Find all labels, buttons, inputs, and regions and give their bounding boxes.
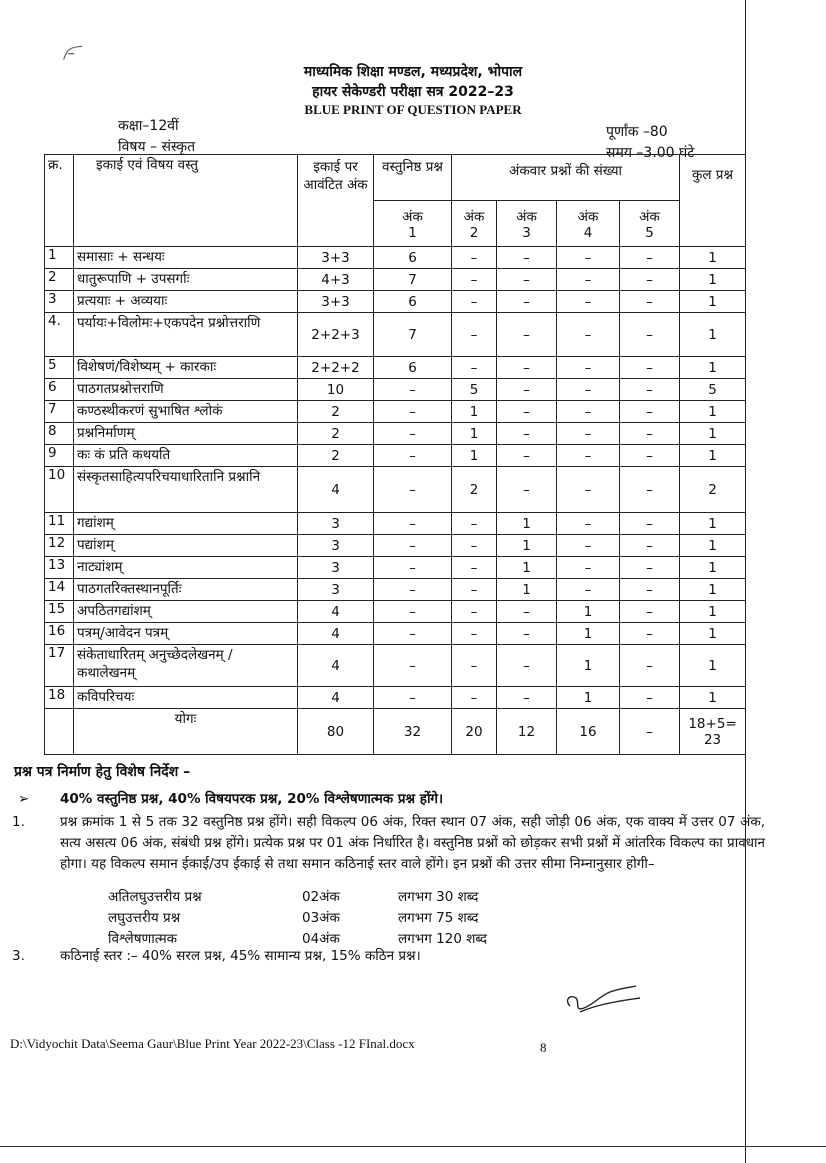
signature xyxy=(560,982,650,1026)
row-m5: – xyxy=(620,357,680,379)
row-m2: – xyxy=(452,623,497,645)
row-m3: – xyxy=(497,357,557,379)
row-m5: – xyxy=(620,379,680,401)
row-m5: – xyxy=(620,467,680,513)
header-row-1 xyxy=(45,155,746,201)
header-sno: क्र. xyxy=(45,155,74,247)
row-unit: पत्रम्/आवेदन पत्रम् xyxy=(74,623,298,645)
row-sno: 10 xyxy=(45,467,74,513)
row-alloted: 3+3 xyxy=(298,247,374,269)
row-m1: 6 xyxy=(374,247,452,269)
row-total: 1 xyxy=(680,687,746,709)
table-row xyxy=(45,269,746,291)
row-total: 1 xyxy=(680,313,746,357)
header-mark-4 xyxy=(557,201,620,247)
limit-marks: 02अंक xyxy=(302,889,340,905)
row-m4: – xyxy=(557,513,620,535)
doc-title: BLUE PRINT OF QUESTION PAPER xyxy=(304,102,522,117)
table-row xyxy=(45,601,746,623)
header-alloted: इकाई पर आवंटित अंक xyxy=(298,155,374,247)
table-row xyxy=(45,623,746,645)
table-row xyxy=(45,357,746,379)
bullet-arrow-icon: ➢ xyxy=(18,791,30,807)
row-m5: – xyxy=(620,535,680,557)
row-total: 1 xyxy=(680,445,746,467)
row-alloted: 2 xyxy=(298,423,374,445)
row-m1: – xyxy=(374,601,452,623)
table-row xyxy=(45,313,746,357)
row-unit: कण्ठस्थीकरणं सुभाषित श्लोकं xyxy=(74,401,298,423)
row-m4: – xyxy=(557,357,620,379)
row-alloted: 3 xyxy=(298,513,374,535)
total-total: 18+5= 23 xyxy=(680,709,746,755)
row-m5: – xyxy=(620,313,680,357)
row-total: 1 xyxy=(680,557,746,579)
header-objective: वस्तुनिष्ठ प्रश्न xyxy=(374,155,452,201)
row-m3: – xyxy=(497,467,557,513)
row-sno: 6 xyxy=(45,379,74,401)
limit-words: लगभग 30 शब्द xyxy=(398,889,479,905)
instructions-title: प्रश्न पत्र निर्माण हेतु विशेष निर्देश – xyxy=(14,764,191,780)
row-m1: – xyxy=(374,535,452,557)
row-m3: – xyxy=(497,423,557,445)
row-total: 1 xyxy=(680,645,746,687)
row-m5: – xyxy=(620,401,680,423)
row-m4: – xyxy=(557,535,620,557)
row-m3: – xyxy=(497,623,557,645)
row-alloted: 2 xyxy=(298,445,374,467)
total-m1: 32 xyxy=(374,709,452,755)
row-alloted: 4 xyxy=(298,467,374,513)
row-alloted: 2+2+3 xyxy=(298,313,374,357)
row-unit: नाट्यांशम् xyxy=(74,557,298,579)
row-total: 1 xyxy=(680,357,746,379)
row-m3: – xyxy=(497,269,557,291)
row-sno: 4. xyxy=(45,313,74,357)
row-m4: – xyxy=(557,557,620,579)
row-sno: 18 xyxy=(45,687,74,709)
header-total: कुल प्रश्न xyxy=(680,155,746,247)
row-m3: – xyxy=(497,687,557,709)
row-m1: – xyxy=(374,513,452,535)
row-m1: 7 xyxy=(374,269,452,291)
row-m5: – xyxy=(620,557,680,579)
ank-label: अंक xyxy=(577,208,599,225)
row-m1: – xyxy=(374,687,452,709)
total-alloted: 80 xyxy=(298,709,374,755)
row-total: 1 xyxy=(680,601,746,623)
row-total: 1 xyxy=(680,513,746,535)
row-sno: 1 xyxy=(45,247,74,269)
row-alloted: 4 xyxy=(298,687,374,709)
row-alloted: 3 xyxy=(298,557,374,579)
table-row xyxy=(45,401,746,423)
row-m3: – xyxy=(497,401,557,423)
row-alloted: 4 xyxy=(298,623,374,645)
table-row xyxy=(45,379,746,401)
row-unit: पद्यांशम् xyxy=(74,535,298,557)
ank-label: अंक xyxy=(639,208,660,225)
row-m2: – xyxy=(452,687,497,709)
row-total: 1 xyxy=(680,535,746,557)
row-m1: – xyxy=(374,379,452,401)
row-m3: – xyxy=(497,291,557,313)
table-row xyxy=(45,423,746,445)
max-marks-label: पूर्णांक –80 xyxy=(606,124,668,140)
row-sno: 11 xyxy=(45,513,74,535)
limit-type: विश्लेषणात्मक xyxy=(108,931,178,947)
mark-4-label: 4 xyxy=(583,224,593,241)
limit-marks: 04अंक xyxy=(302,931,340,947)
row-m3: – xyxy=(497,601,557,623)
limit-words: लगभग 75 शब्द xyxy=(398,910,479,926)
item-1-number: 1. xyxy=(12,814,25,830)
row-unit: प्रश्ननिर्माणम् xyxy=(74,423,298,445)
mark-1-label: 1 xyxy=(408,224,417,241)
row-m2: – xyxy=(452,247,497,269)
row-m4: 1 xyxy=(557,645,620,687)
row-unit: कविपरिचयः xyxy=(74,687,298,709)
limit-marks: 03अंक xyxy=(302,910,340,926)
row-m1: – xyxy=(374,401,452,423)
row-sno: 17 xyxy=(45,645,74,687)
row-m2: – xyxy=(452,601,497,623)
item-3-text: कठिनाई स्तर :– 40% सरल प्रश्न, 45% सामान्य प्रश्न, 15% कठिन प्रश्न। xyxy=(60,948,421,964)
row-sno: 15 xyxy=(45,601,74,623)
row-sno: 16 xyxy=(45,623,74,645)
time-label: समय –3.00 घंटे xyxy=(606,145,695,161)
row-m2: 1 xyxy=(452,445,497,467)
total-row-sno xyxy=(45,709,74,755)
row-m5: – xyxy=(620,247,680,269)
row-alloted: 3 xyxy=(298,579,374,601)
header-mark-1 xyxy=(374,201,452,247)
row-alloted: 2 xyxy=(298,401,374,423)
row-unit: पाठगतप्रश्नोत्तराणि xyxy=(74,379,298,401)
row-alloted: 4+3 xyxy=(298,269,374,291)
row-m4: 1 xyxy=(557,687,620,709)
row-total: 1 xyxy=(680,247,746,269)
row-total: 1 xyxy=(680,623,746,645)
row-m1: 6 xyxy=(374,291,452,313)
ank-label: अंक xyxy=(516,208,537,225)
row-m5: – xyxy=(620,445,680,467)
row-m4: – xyxy=(557,401,620,423)
row-m5: – xyxy=(620,269,680,291)
row-m2: 5 xyxy=(452,379,497,401)
row-m4: – xyxy=(557,313,620,357)
bullet-text: 40% वस्तुनिष्ठ प्रश्न, 40% विषयपरक प्रश्न, 20% विश्लेषणात्मक प्रश्न होंगे। xyxy=(60,791,444,807)
row-m2: – xyxy=(452,269,497,291)
exam-session: हायर सेकेण्डरी परीक्षा सत्र 2022–23 xyxy=(312,84,514,100)
row-alloted: 4 xyxy=(298,601,374,623)
table-row xyxy=(45,513,746,535)
total-m4: 16 xyxy=(557,709,620,755)
header-unit: इकाई एवं विषय वस्तु xyxy=(74,155,298,247)
row-m4: – xyxy=(557,579,620,601)
row-m3: 1 xyxy=(497,557,557,579)
header-markwise: अंकवार प्रश्नों की संख्या xyxy=(452,155,680,201)
table-row xyxy=(45,579,746,601)
row-m5: – xyxy=(620,579,680,601)
limit-type: लघुउत्तरीय प्रश्न xyxy=(108,910,181,926)
row-unit: संस्कृतसाहित्यपरिचयाधारितानि प्रश्नानि xyxy=(74,467,298,513)
row-m3: – xyxy=(497,247,557,269)
row-m1: – xyxy=(374,423,452,445)
row-alloted: 3+3 xyxy=(298,291,374,313)
table-row xyxy=(45,687,746,709)
total-m2: 20 xyxy=(452,709,497,755)
row-m1: – xyxy=(374,445,452,467)
total-m5: – xyxy=(620,709,680,755)
row-m5: – xyxy=(620,601,680,623)
row-m2: – xyxy=(452,357,497,379)
table-row xyxy=(45,535,746,557)
row-unit: विशेषणं/विशेष्यम् + कारकाः xyxy=(74,357,298,379)
row-m1: – xyxy=(374,557,452,579)
mark-3-label: 3 xyxy=(522,224,531,241)
row-m1: – xyxy=(374,623,452,645)
row-total: 1 xyxy=(680,269,746,291)
row-unit: पर्यायः+विलोमः+एकपदेन प्रश्नोत्तराणि xyxy=(74,313,298,357)
row-alloted: 4 xyxy=(298,645,374,687)
row-sno: 8 xyxy=(45,423,74,445)
row-m3: 1 xyxy=(497,513,557,535)
row-m2: – xyxy=(452,645,497,687)
row-unit: गद्यांशम् xyxy=(74,513,298,535)
row-m2: – xyxy=(452,535,497,557)
table-row xyxy=(45,291,746,313)
file-path: D:\Vidyochit Data\Seema Gaur\Blue Print Year 2022-23\Class -12 FInal.docx xyxy=(10,1036,415,1051)
row-m2: – xyxy=(452,291,497,313)
row-sno: 14 xyxy=(45,579,74,601)
item-1-text: प्रश्न क्रमांक 1 से 5 तक 32 वस्तुनिष्ठ प्रश्न होंगे। सही विकल्प 06 अंक, रिक्त स्थान 07 अंक, सही जोड़ी 06 अंक, एक वाक्य में उत्तर 07 अंक, सत्य असत्य 06 अंक, संबंधी प्रश्न होंगे। प्रत्येक प्रश्न पर 01 अंक निर्धारित है। वस्तुनिष्ठ प्रश्नों को छोड़कर सभी प्रश्नों में आंतरिक विकल्प का प्रावधान होगा। यह विकल्प समान ईकाई/उप ईकाई से तथा समान कठिनाई स्तर वाले होंगे। इन प्रश्नों की उत्तर सीमा निम्नानुसार होगी– xyxy=(60,814,765,872)
row-m2: – xyxy=(452,513,497,535)
page-bottom-border xyxy=(0,1146,826,1147)
row-m2: – xyxy=(452,557,497,579)
row-m3: – xyxy=(497,379,557,401)
limit-type: अतिलघुउत्तरीय प्रश्न xyxy=(108,889,202,905)
row-unit: अपठितगद्यांशम् xyxy=(74,601,298,623)
row-m5: – xyxy=(620,291,680,313)
row-sno: 2 xyxy=(45,269,74,291)
row-m5: – xyxy=(620,623,680,645)
row-m4: – xyxy=(557,291,620,313)
table-row xyxy=(45,445,746,467)
row-m4: – xyxy=(557,423,620,445)
row-m3: – xyxy=(497,313,557,357)
row-m1: – xyxy=(374,467,452,513)
row-m4: – xyxy=(557,379,620,401)
row-m2: 1 xyxy=(452,401,497,423)
table-row xyxy=(45,247,746,269)
row-sno: 3 xyxy=(45,291,74,313)
row-m4: – xyxy=(557,269,620,291)
table-row xyxy=(45,467,746,513)
row-total: 1 xyxy=(680,423,746,445)
ank-label: अंक xyxy=(402,208,423,225)
row-m4: 1 xyxy=(557,601,620,623)
total-m3: 12 xyxy=(497,709,557,755)
row-total: 1 xyxy=(680,401,746,423)
row-m1: – xyxy=(374,579,452,601)
row-m4: – xyxy=(557,445,620,467)
row-sno: 7 xyxy=(45,401,74,423)
row-m2: 2 xyxy=(452,467,497,513)
board-name: माध्यमिक शिक्षा मण्डल, मध्यप्रदेश, भोपाल xyxy=(303,64,523,80)
row-m4: 1 xyxy=(557,623,620,645)
row-unit: संकेताधारितम् अनुच्छेदलेखनम् / कथालेखनम् xyxy=(74,645,298,687)
row-sno: 9 xyxy=(45,445,74,467)
table-row xyxy=(45,557,746,579)
table-row xyxy=(45,645,746,687)
header-mark-2 xyxy=(452,201,497,247)
total-label: योगः xyxy=(74,709,298,755)
row-m5: – xyxy=(620,423,680,445)
row-m3: 1 xyxy=(497,579,557,601)
row-m5: – xyxy=(620,687,680,709)
row-m4: – xyxy=(557,247,620,269)
blueprint-table xyxy=(44,154,746,755)
row-unit: समासाः + सन्धयः xyxy=(74,247,298,269)
row-m2: – xyxy=(452,579,497,601)
row-m5: – xyxy=(620,645,680,687)
limit-words: लगभग 120 शब्द xyxy=(398,931,488,947)
ank-label: अंक xyxy=(463,208,485,225)
row-unit: पाठगतरिक्तस्थानपूर्तिः xyxy=(74,579,298,601)
row-m4: – xyxy=(557,467,620,513)
row-m3: – xyxy=(497,445,557,467)
row-m2: – xyxy=(452,313,497,357)
row-total: 1 xyxy=(680,291,746,313)
row-total: 2 xyxy=(680,467,746,513)
row-m3: – xyxy=(497,645,557,687)
row-alloted: 3 xyxy=(298,535,374,557)
row-sno: 12 xyxy=(45,535,74,557)
row-unit: धातुरूपाणि + उपसर्गाः xyxy=(74,269,298,291)
header-mark-3 xyxy=(497,201,557,247)
item-3-number: 3. xyxy=(12,948,25,964)
page-number: 8 xyxy=(540,1040,547,1055)
row-m5: – xyxy=(620,513,680,535)
row-total: 1 xyxy=(680,579,746,601)
row-m1: – xyxy=(374,645,452,687)
row-m2: 1 xyxy=(452,423,497,445)
mark-5-label: 5 xyxy=(645,224,654,241)
row-alloted: 10 xyxy=(298,379,374,401)
subject-label: विषय – संस्कृत xyxy=(118,139,196,155)
mark-2-label: 2 xyxy=(469,224,479,241)
total-row xyxy=(45,709,746,755)
row-alloted: 2+2+2 xyxy=(298,357,374,379)
row-m1: 7 xyxy=(374,313,452,357)
row-m1: 6 xyxy=(374,357,452,379)
row-unit: कः कं प्रति कथयति xyxy=(74,445,298,467)
row-sno: 5 xyxy=(45,357,74,379)
header-mark-5 xyxy=(620,201,680,247)
row-unit: प्रत्ययाः + अव्ययाः xyxy=(74,291,298,313)
row-total: 5 xyxy=(680,379,746,401)
class-label: कक्षा–12वीं xyxy=(118,118,179,134)
row-m3: 1 xyxy=(497,535,557,557)
row-sno: 13 xyxy=(45,557,74,579)
